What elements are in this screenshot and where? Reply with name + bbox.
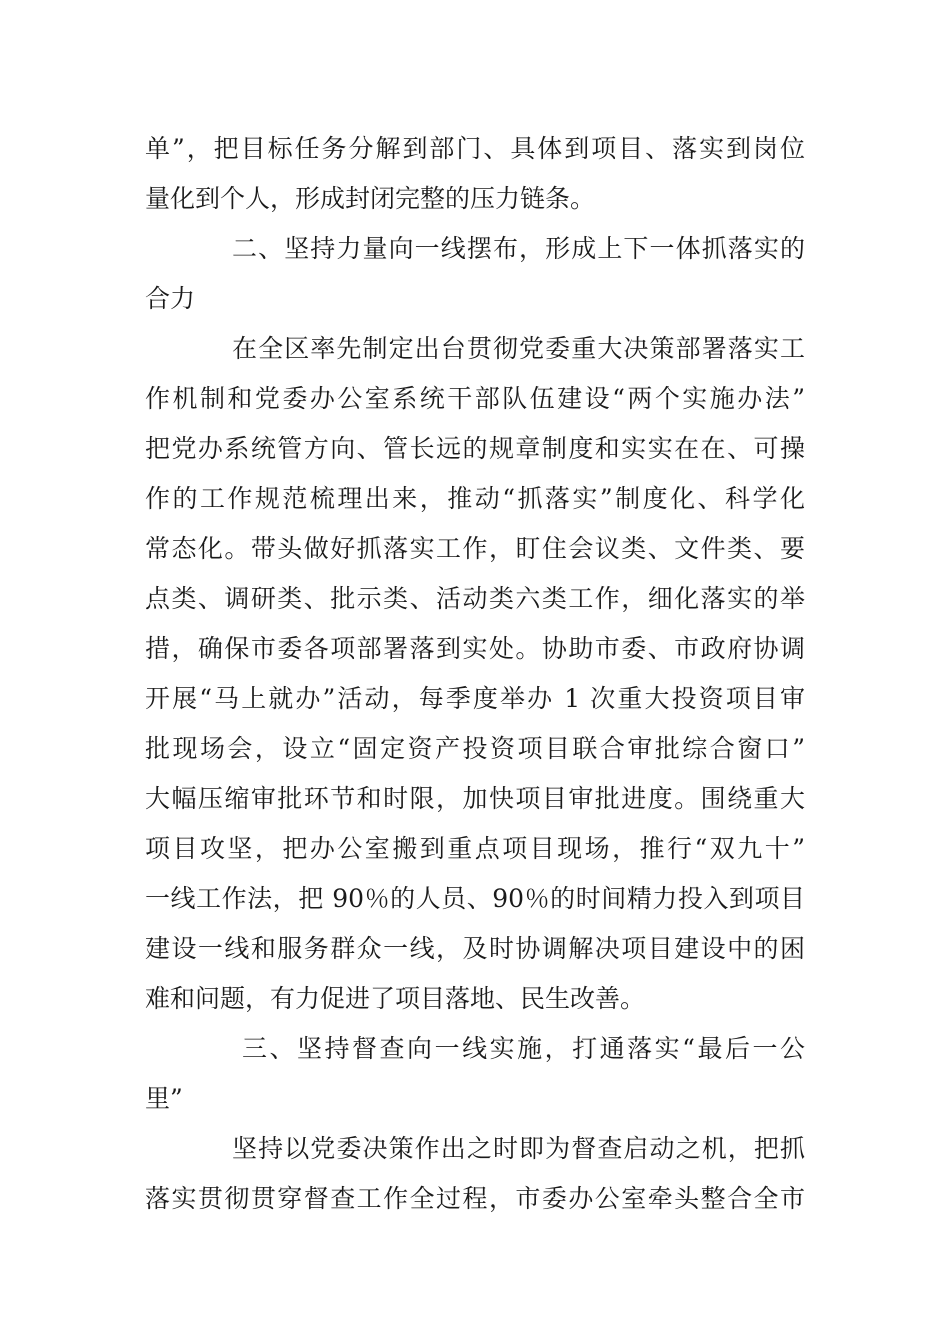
body-text-line: 难和问题，有力促进了项目落地、民生改善。 — [145, 984, 646, 1013]
section-heading-2: 二、坚持力量向一线摆布，形成上下一体抓落实的 — [232, 234, 805, 263]
body-text-line: 在全区率先制定出台贯彻党委重大决策部署落实工 — [232, 334, 805, 363]
body-text-line: 常态化。带头做好抓落实工作，盯住会议类、文件类、要 — [145, 534, 805, 563]
body-text-line: 大幅压缩审批环节和时限，加快项目审批进度。围绕重大 — [145, 784, 805, 813]
body-text-line: 建设一线和服务群众一线，及时协调解决项目建设中的困 — [145, 934, 805, 963]
body-text-line: 措，确保市委各项部署落到实处。协助市委、市政府协调 — [145, 634, 805, 663]
body-text-line: 一线工作法，把 90％的人员、90％的时间精力投入到项目 — [145, 884, 805, 913]
body-text-line: 量化到个人，形成封闭完整的压力链条。 — [145, 184, 596, 213]
section-heading-3: 三、坚持督查向一线实施，打通落实“最后一公 — [242, 1034, 805, 1063]
section-heading-3-cont: 里” — [145, 1084, 183, 1113]
body-text-line: 落实贯彻贯穿督查工作全过程，市委办公室牵头整合全市 — [145, 1184, 805, 1213]
body-text-line: 批现场会，设立“固定资产投资项目联合审批综合窗口” — [145, 734, 805, 763]
body-text-line: 点类、调研类、批示类、活动类六类工作，细化落实的举 — [145, 584, 805, 613]
body-text-line: 项目攻坚，把办公室搬到重点项目现场，推行“双九十” — [145, 834, 805, 863]
body-text-line: 作机制和党委办公室系统干部队伍建设“两个实施办法” — [145, 384, 805, 413]
body-text-line: 开展“马上就办”活动，每季度举办 1 次重大投资项目审 — [145, 684, 805, 713]
body-text-line: 把党办系统管方向、管长远的规章制度和实实在在、可操 — [145, 434, 805, 463]
body-text-line: 作的工作规范梳理出来，推动“抓落实”制度化、科学化 — [145, 484, 805, 513]
body-text-line: 单”，把目标任务分解到部门、具体到项目、落实到岗位 — [145, 134, 805, 163]
body-text-line: 坚持以党委决策作出之时即为督查启动之机，把抓 — [232, 1134, 805, 1163]
section-heading-2-cont: 合力 — [145, 284, 196, 313]
